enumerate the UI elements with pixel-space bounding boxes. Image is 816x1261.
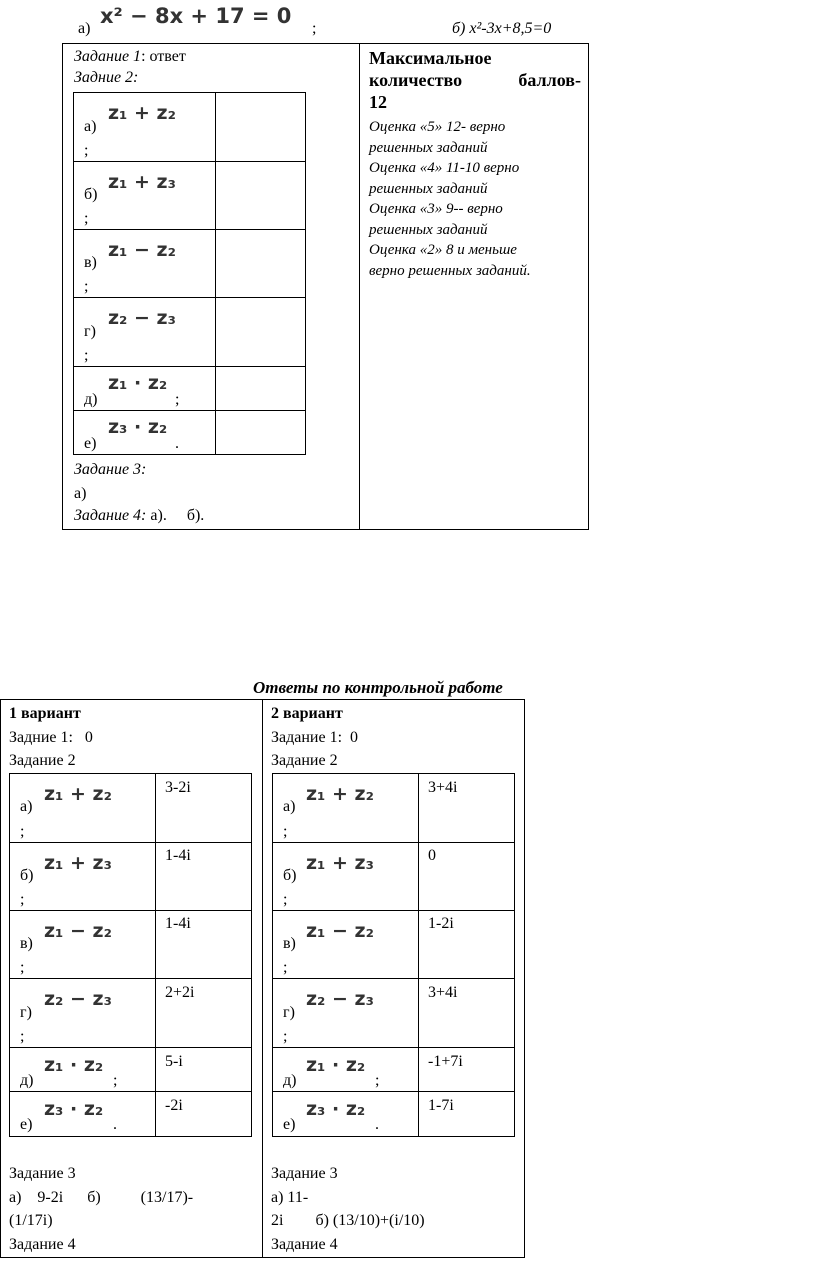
answer-value: -1+7i (428, 1053, 463, 1070)
answer-value: 2+2i (165, 984, 195, 1001)
grading-line: Оценка «2» 8 и меньше (369, 242, 517, 258)
answer-row-formula: z₁ · z₂ (44, 1054, 104, 1076)
answer-row-formula: z₃ · z₂ (44, 1098, 104, 1120)
eq-a-sep: ; (312, 20, 317, 37)
answer-value: 1-7i (428, 1097, 454, 1114)
answer-row-sep: ; (20, 959, 25, 976)
task1-line (74, 47, 186, 67)
form-row-sep: ; (84, 278, 89, 295)
form-row-formula: z₁ − z₂ (108, 239, 176, 261)
answer-row-sep: ; (375, 1072, 380, 1089)
answer-row-letter: в) (283, 935, 296, 952)
answer-row-sep: ; (20, 891, 25, 908)
grading-text (369, 117, 531, 281)
variant-task1: Задние 1: 0 (9, 729, 93, 746)
form-row-sep: ; (175, 391, 180, 408)
answer-row-letter: а) (283, 798, 296, 815)
answers-title: Ответы по контрольной работе (253, 678, 503, 697)
form-row-letter: г) (84, 323, 96, 340)
answer-row-letter: д) (283, 1072, 297, 1089)
answer-row-sep: ; (113, 1072, 118, 1089)
variant1-grid (9, 773, 252, 1137)
grading-head-line: 12 (369, 92, 387, 112)
variant-title: 2 вариант (271, 705, 343, 722)
eq-a-label: а) (78, 20, 91, 37)
task1-suffix: : ответ (141, 48, 186, 65)
variant-task1: Задание 1: 0 (271, 729, 359, 746)
variant-task2: Задание 2 (271, 752, 338, 769)
answer-value: 1-2i (428, 915, 454, 932)
form-row-letter: в) (84, 254, 97, 271)
variant-task3-line: 2i б) (13/10)+(i/10) (271, 1212, 425, 1229)
answer-row-formula: z₁ − z₂ (44, 920, 112, 942)
answer-row-letter: а) (20, 798, 33, 815)
variant2-grid (272, 773, 515, 1137)
grading-head-line: Максимальное (369, 48, 492, 68)
variant-task3: Задание 3 (271, 1165, 338, 1182)
grading-line: решенных заданий (369, 139, 488, 156)
answer-row-formula: z₁ + z₃ (44, 852, 112, 874)
answer-row-letter: г) (20, 1004, 32, 1021)
task3-a: а) (74, 485, 87, 502)
task4-line (74, 506, 204, 526)
grading-line: решенных заданий (369, 221, 488, 238)
answer-row-letter: в) (20, 935, 33, 952)
grading-line: решенных заданий (369, 180, 488, 197)
variant-task3-line: а) 11- (271, 1189, 309, 1206)
form-row-letter: д) (84, 391, 98, 408)
answer-row-sep: . (375, 1116, 379, 1133)
answer-row-sep: ; (20, 823, 25, 840)
variant-title: 1 вариант (9, 705, 81, 722)
answer-row-letter: б) (20, 867, 34, 884)
grading-head (369, 47, 581, 113)
answer-value: 0 (428, 847, 436, 864)
form-row-formula: z₂ − z₃ (108, 307, 176, 329)
answer-row-formula: z₂ − z₃ (306, 988, 374, 1010)
answer-row-formula: z₁ + z₂ (44, 783, 112, 805)
answer-value: 3+4i (428, 984, 458, 1001)
answer-row-letter: г) (283, 1004, 295, 1021)
answer-row-sep: ; (20, 1028, 25, 1045)
task3-label: Задание 3: (74, 461, 147, 478)
grading-line: Оценка «4» 11-10 верно (369, 160, 520, 176)
answer-value: 3-2i (165, 779, 191, 796)
answer-value: 5-i (165, 1053, 183, 1070)
answer-row-formula: z₁ − z₂ (306, 920, 374, 942)
variant-task3-line: (1/17i) (9, 1212, 53, 1229)
task1-label: Задание 1 (74, 48, 142, 65)
form-row-letter: б) (84, 186, 98, 203)
form-row-sep: ; (84, 210, 89, 227)
variant-task4: Задание 4 (271, 1236, 338, 1253)
task2-label: Задние 2: (74, 69, 139, 86)
eq-b: б) x²-3x+8,5=0 (452, 20, 552, 37)
answer-row-formula: z₁ + z₂ (306, 783, 374, 805)
task4-rest: а). б). (146, 507, 205, 524)
eq-a-formula: x² − 8x + 17 = 0 (100, 4, 292, 28)
answer-value: -2i (165, 1097, 183, 1114)
variant-task2: Задание 2 (9, 752, 76, 769)
answer-row-letter: е) (283, 1116, 296, 1133)
task4-label: Задание 4: (74, 507, 147, 524)
form-row-formula: z₁ + z₃ (108, 171, 176, 193)
form-row-formula: z₁ + z₂ (108, 102, 176, 124)
grading-line: Оценка «3» 9-- верно (369, 201, 503, 217)
answer-row-formula: z₁ · z₂ (306, 1054, 366, 1076)
answer-row-letter: б) (283, 867, 297, 884)
form-row-letter: а) (84, 118, 97, 135)
grading-line: Оценка «5» 12- верно (369, 119, 506, 135)
grading-line: верно решенных заданий. (369, 262, 531, 279)
form-inner-table (73, 92, 306, 455)
form-row-formula: z₃ · z₂ (108, 416, 168, 438)
answer-row-letter: е) (20, 1116, 33, 1133)
answer-row-sep: ; (283, 959, 288, 976)
form-row-sep: ; (84, 142, 89, 159)
form-row-sep: ; (84, 347, 89, 364)
variant-task3: Задание 3 (9, 1165, 76, 1182)
grading-head-line: количество баллов- (369, 70, 581, 90)
form-row-letter: е) (84, 435, 97, 452)
variant-task4: Задание 4 (9, 1236, 76, 1253)
answer-value: 1-4i (165, 915, 191, 932)
answer-row-letter: д) (20, 1072, 34, 1089)
answer-row-formula: z₃ · z₂ (306, 1098, 366, 1120)
answer-row-sep: ; (283, 823, 288, 840)
form-row-sep: . (175, 435, 179, 452)
answer-row-formula: z₂ − z₃ (44, 988, 112, 1010)
form-row-formula: z₁ · z₂ (108, 372, 168, 394)
answer-value: 1-4i (165, 847, 191, 864)
variant-task3-line: а) 9-2i б) (13/17)- (9, 1189, 194, 1206)
answer-row-sep: . (113, 1116, 117, 1133)
answer-row-formula: z₁ + z₃ (306, 852, 374, 874)
answer-row-sep: ; (283, 1028, 288, 1045)
answer-value: 3+4i (428, 779, 458, 796)
answer-row-sep: ; (283, 891, 288, 908)
